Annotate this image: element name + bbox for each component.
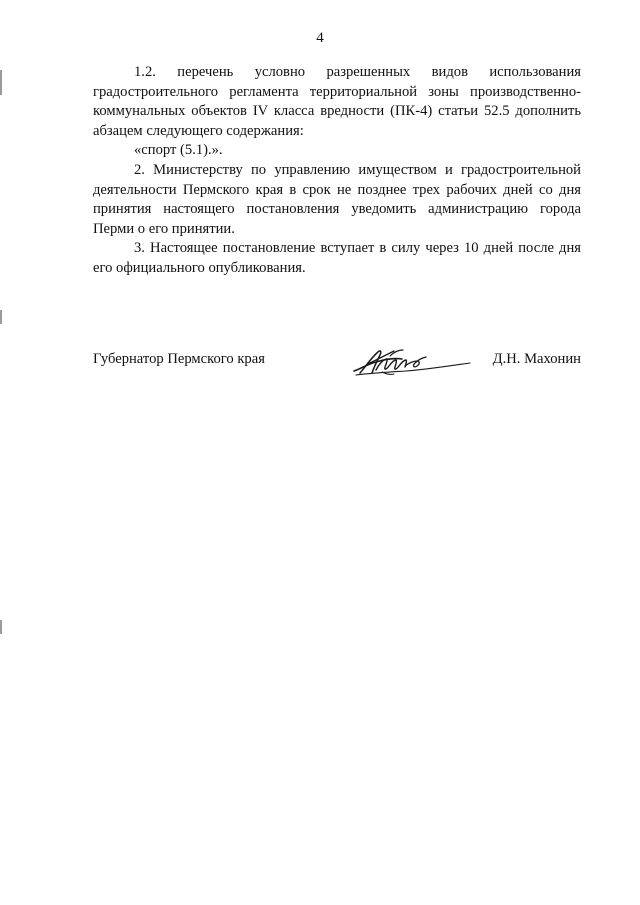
signatory-position: Губернатор Пермского края bbox=[93, 351, 265, 367]
paragraph-item-2: 2. Министерству по управлению имуществом и градостроительной деятельности Пермского края в срок не позднее трех рабочих дней со дня принятия настоящего постановления уведомить администрацию города Перми о его принятии. bbox=[93, 161, 581, 237]
signatory-name: Д.Н. Махонин bbox=[492, 351, 581, 367]
paragraph-quote-sport: «спорт (5.1).». bbox=[134, 142, 223, 159]
paragraph-item-1-2: 1.2. перечень условно разрешенных видов использования градостроительного регламента территориальной зоны производственно-коммунальных объектов IV класса вредности (ПК-4) статьи 52.5 дополнить абзацем следующего содержания: bbox=[93, 64, 581, 139]
handwritten-signature bbox=[346, 342, 476, 382]
scan-edge-mark-top bbox=[0, 70, 2, 95]
page-number: 4 bbox=[316, 30, 324, 46]
scan-edge-mark-bottom bbox=[0, 620, 2, 634]
document-body bbox=[93, 63, 581, 279]
paragraph-item-3: 3. Настоящее постановление вступает в силу через 10 дней после дня его официального опубликования. bbox=[93, 240, 581, 276]
scan-edge-mark-middle bbox=[0, 310, 2, 324]
signature-block bbox=[93, 342, 581, 382]
